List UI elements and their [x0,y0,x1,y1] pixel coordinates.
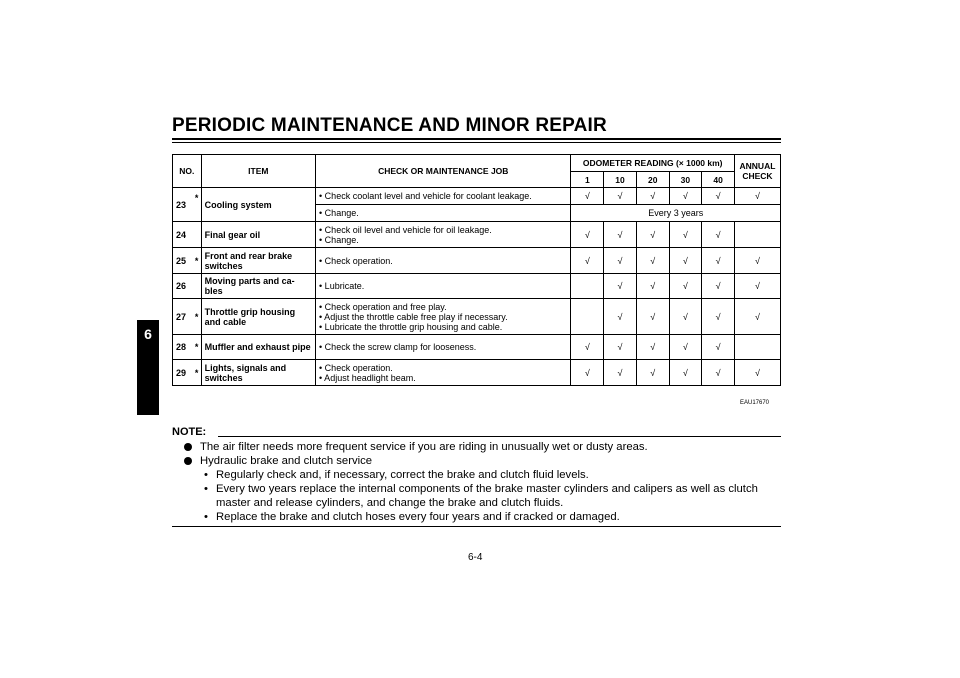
check-mark: √ [636,188,669,205]
title-rule [172,138,781,140]
header-annual-check: ANNUAL CHECK [734,155,780,188]
check-mark: √ [702,335,735,360]
table-row [173,360,781,386]
item-name: Final gear oil [201,222,315,248]
star-marker [192,274,201,299]
header-job: CHECK OR MAINTENANCE JOB [316,155,571,188]
chapter-tab-number: 6 [144,326,152,342]
check-mark: √ [636,360,669,386]
check-mark: √ [604,299,637,335]
note-text: Regularly check and, if necessary, correct the brake and clutch fluid levels. [216,469,589,481]
check-mark: √ [604,274,637,299]
item-name: Front and rear brake switches [201,248,315,274]
note-bottom-rule [172,526,781,527]
item-name: Throttle grip housing and cable [201,299,315,335]
note-text: Hydraulic brake and clutch service [200,455,373,467]
header-km: 1 [571,172,604,188]
title-rule-thin [172,142,781,143]
list-item [184,468,784,482]
check-mark: √ [604,188,637,205]
row-number: 23 [173,188,192,222]
empty-cell [571,274,604,299]
check-mark: √ [669,335,702,360]
check-mark: √ [669,248,702,274]
header-odometer: ODOMETER READING (× 1000 km) [571,155,734,172]
list-item [184,482,784,510]
check-mark: √ [636,335,669,360]
note-text: Every two years replace the internal components of the brake master cylinders and calipers as well as clutch master and release cylinders, and change the brake and clutch fluids. [216,483,758,509]
job-text: • Check operation. [316,248,571,274]
header-km: 30 [669,172,702,188]
check-mark: √ [669,299,702,335]
empty-cell [571,299,604,335]
check-mark: √ [734,360,780,386]
note-body [184,440,784,524]
list-item [184,454,784,468]
check-mark: √ [734,274,780,299]
check-mark: √ [702,248,735,274]
bullet-icon [184,457,192,465]
check-mark: √ [669,222,702,248]
check-mark: √ [669,274,702,299]
sub-bullet-marker: • [204,483,208,495]
job-text: • Check the screw clamp for looseness. [316,335,571,360]
bullet-icon [184,443,192,451]
star-marker: * [192,335,201,360]
header-km: 20 [636,172,669,188]
maintenance-table [172,154,781,386]
check-mark: √ [702,274,735,299]
check-mark: √ [702,188,735,205]
star-marker: * [192,360,201,386]
check-mark: √ [571,222,604,248]
table-row [173,335,781,360]
note-text: Replace the brake and clutch hoses every four years and if cracked or damaged. [216,511,620,523]
header-no: NO. [173,155,202,188]
empty-cell [734,335,780,360]
check-mark: √ [604,248,637,274]
job-text: • Check oil level and vehicle for oil leakage. [319,224,492,235]
note-text: The air filter needs more frequent service if you are riding in unusually wet or dusty areas. [200,441,648,453]
item-name: Muffler and exhaust pipe [201,335,315,360]
table-row [173,248,781,274]
job-text: • Lubricate. [316,274,571,299]
job-text: • Adjust headlight beam. [319,372,416,383]
check-mark: √ [669,360,702,386]
table-row [173,299,781,335]
star-marker: * [192,248,201,274]
check-mark: √ [734,299,780,335]
job-text: • Lubricate the throttle grip housing and cable. [319,321,503,332]
check-mark: √ [571,335,604,360]
job-text: • Change. [316,205,571,222]
table-row [173,222,781,248]
row-number: 24 [173,222,192,248]
job-text: • Check coolant level and vehicle for coolant leakage. [316,188,571,205]
job-text: • Check operation and free play. [319,301,447,312]
list-item [184,510,784,524]
page-title: PERIODIC MAINTENANCE AND MINOR REPAIR [172,115,607,136]
row-number: 29 [173,360,192,386]
chapter-tab [137,320,159,415]
item-name: Cooling system [201,188,315,222]
list-item [184,440,784,454]
check-mark: √ [571,248,604,274]
empty-cell [734,222,780,248]
document-code: EAU17670 [740,400,770,406]
check-mark: √ [734,248,780,274]
page-number: 6-4 [468,552,483,563]
row-number: 26 [173,274,192,299]
check-mark: √ [669,188,702,205]
table-row [173,274,781,299]
header-item: ITEM [201,155,315,188]
check-mark: √ [636,299,669,335]
item-name: Moving parts and ca-bles [201,274,315,299]
note-rule [218,436,781,437]
check-mark: √ [636,248,669,274]
interval-text: Every 3 years [571,205,781,222]
check-mark: √ [636,274,669,299]
check-mark: √ [604,335,637,360]
table-row [173,188,781,205]
check-mark: √ [702,222,735,248]
header-km: 10 [604,172,637,188]
job-text: • Change. [319,234,359,245]
check-mark: √ [604,222,637,248]
star-marker [192,222,201,248]
item-name: Lights, signals and switches [201,360,315,386]
header-km: 40 [702,172,735,188]
note-label: NOTE: [172,426,207,438]
check-mark: √ [734,188,780,205]
star-marker: * [192,188,201,222]
check-mark: √ [636,222,669,248]
job-text: • Check operation. [319,362,393,373]
check-mark: √ [571,188,604,205]
row-number: 27 [173,299,192,335]
sub-bullet-marker: • [204,469,208,481]
row-number: 28 [173,335,192,360]
star-marker: * [192,299,201,335]
row-number: 25 [173,248,192,274]
check-mark: √ [702,299,735,335]
check-mark: √ [604,360,637,386]
check-mark: √ [702,360,735,386]
check-mark: √ [571,360,604,386]
sub-bullet-marker: • [204,511,208,523]
job-text: • Adjust the throttle cable free play if necessary. [319,311,508,322]
